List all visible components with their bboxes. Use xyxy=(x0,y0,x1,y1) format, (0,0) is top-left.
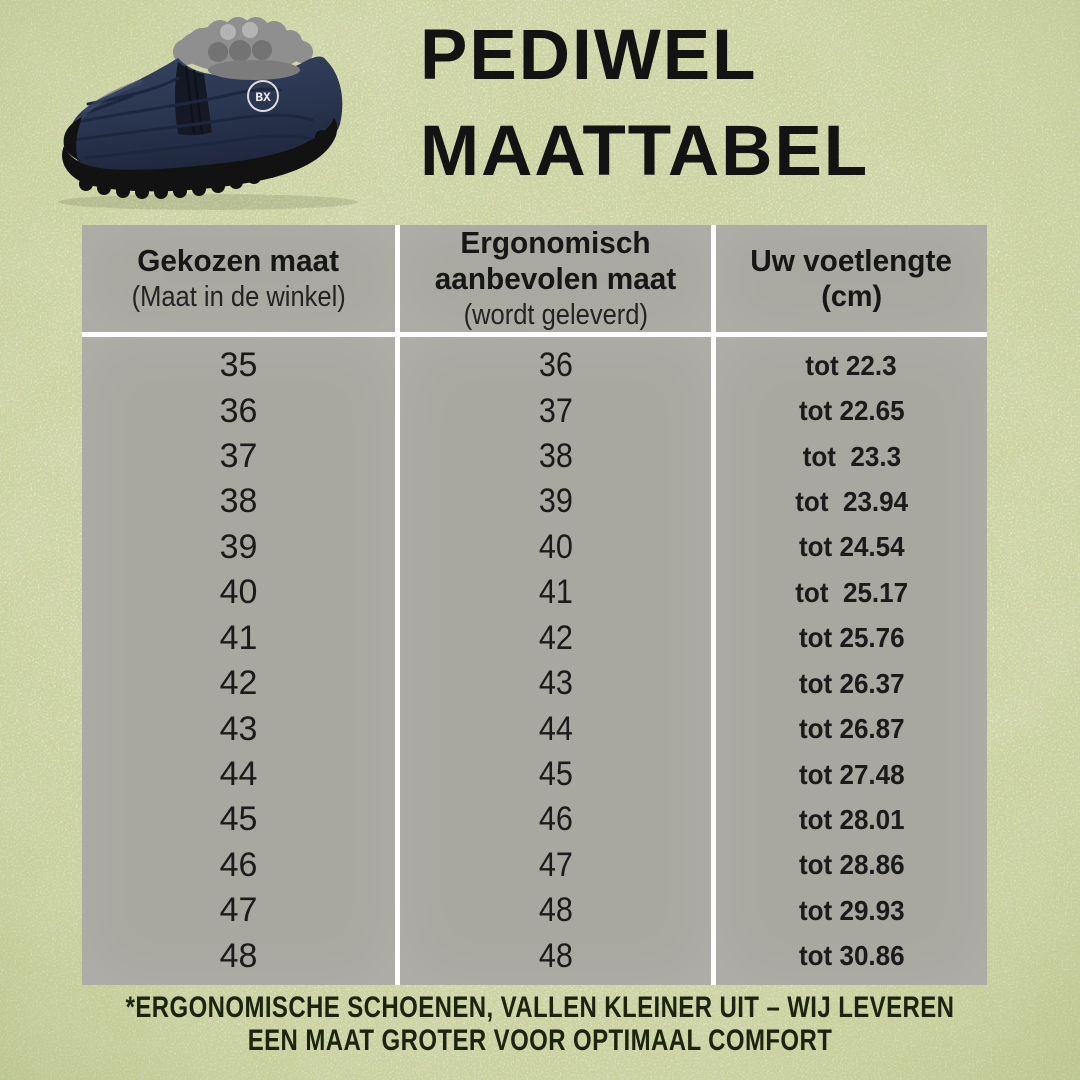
foot-length-value: tot 28.01 xyxy=(798,803,905,835)
recommended-size-value: 43 xyxy=(538,664,573,703)
recommended-size-value: 46 xyxy=(538,800,573,839)
table-cell xyxy=(82,434,395,479)
header-subtitle: (wordt geleverd) xyxy=(463,298,648,331)
chosen-size-value: 43 xyxy=(219,709,258,748)
recommended-size-value: 41 xyxy=(538,573,573,612)
foot-length-value: tot 22.65 xyxy=(798,395,905,427)
foot-length-value: tot 25.17 xyxy=(795,576,908,608)
table-cell xyxy=(400,525,711,570)
bx-logo-text: BX xyxy=(255,90,271,105)
chosen-size-value: 39 xyxy=(219,527,258,566)
header-subtitle: (cm) xyxy=(821,279,882,313)
recommended-size-value: 39 xyxy=(538,482,573,521)
chosen-size-value: 37 xyxy=(219,437,258,476)
table-cell xyxy=(400,479,711,524)
table-cell xyxy=(82,616,395,661)
table-cell xyxy=(400,752,711,797)
column-chosen-sizes xyxy=(82,337,395,985)
recommended-size-value: 37 xyxy=(538,391,573,430)
chosen-size-value: 40 xyxy=(219,573,258,612)
header-title: Uw voetlengte xyxy=(750,242,953,278)
foot-length-value: tot 26.87 xyxy=(798,713,905,745)
table-cell xyxy=(716,888,987,933)
header-subtitle: (Maat in de winkel) xyxy=(131,280,346,313)
table-cell xyxy=(400,661,711,706)
table-cell xyxy=(716,434,987,479)
table-cell xyxy=(400,616,711,661)
table-cell xyxy=(400,797,711,842)
table-cell xyxy=(82,661,395,706)
foot-length-value: tot 22.3 xyxy=(805,349,898,381)
column-foot-lengths xyxy=(716,337,987,985)
table-cell xyxy=(400,434,711,479)
foot-length-value: tot 23.3 xyxy=(802,440,901,472)
size-table xyxy=(82,225,987,985)
recommended-size-value: 40 xyxy=(538,527,573,566)
table-cell xyxy=(716,479,987,524)
recommended-size-value: 48 xyxy=(538,936,573,975)
footnote-line-1: *ERGONOMISCHE SCHOENEN, VALLEN KLEINER UIT – WIJ LEVEREN xyxy=(125,991,955,1024)
chosen-size-value: 38 xyxy=(219,482,258,521)
table-cell xyxy=(716,388,987,433)
foot-length-value: tot 26.37 xyxy=(798,667,905,699)
recommended-size-value: 38 xyxy=(538,437,573,476)
table-cell xyxy=(82,752,395,797)
recommended-size-value: 47 xyxy=(538,845,573,884)
header-title: Gekozen maat xyxy=(137,242,340,278)
chosen-size-value: 35 xyxy=(219,346,258,385)
table-cell xyxy=(400,343,711,388)
header-chosen-size xyxy=(82,225,395,332)
table-cell xyxy=(82,933,395,978)
table-cell xyxy=(716,843,987,888)
shoe-shadow xyxy=(58,194,358,210)
fur-lining xyxy=(208,60,300,80)
recommended-size-value: 48 xyxy=(538,891,573,930)
foot-length-value: tot 29.93 xyxy=(798,894,905,926)
page-title xyxy=(420,8,869,200)
chosen-size-value: 42 xyxy=(219,664,258,703)
chosen-size-value: 45 xyxy=(219,800,258,839)
table-cell xyxy=(82,797,395,842)
table-cell xyxy=(400,933,711,978)
table-cell xyxy=(82,843,395,888)
title-line-1: PEDIWEL xyxy=(420,16,758,95)
table-cell xyxy=(716,343,987,388)
recommended-size-value: 44 xyxy=(538,709,573,748)
foot-length-value: tot 27.48 xyxy=(798,758,905,790)
table-cell xyxy=(716,933,987,978)
chosen-size-value: 44 xyxy=(219,755,258,793)
table-cell xyxy=(716,706,987,751)
table-cell xyxy=(716,570,987,615)
table-cell xyxy=(716,616,987,661)
recommended-size-value: 42 xyxy=(538,618,573,657)
recommended-size-value: 36 xyxy=(538,346,573,385)
recommended-size-value: 45 xyxy=(538,755,573,793)
foot-length-value: tot 24.54 xyxy=(798,531,905,563)
chosen-size-value: 41 xyxy=(219,618,258,657)
table-cell xyxy=(82,570,395,615)
foot-length-value: tot 25.76 xyxy=(798,622,905,654)
table-cell xyxy=(716,661,987,706)
table-cell xyxy=(82,388,395,433)
title-line-2: MAATTABEL xyxy=(420,112,870,191)
table-cell xyxy=(400,570,711,615)
chosen-size-value: 48 xyxy=(219,936,258,975)
table-cell xyxy=(400,388,711,433)
table-cell xyxy=(82,888,395,933)
header-title: Ergonomisch aanbevolen maat xyxy=(434,224,677,296)
table-cell xyxy=(82,479,395,524)
column-recommended-sizes xyxy=(400,337,711,985)
table-cell xyxy=(716,752,987,797)
foot-length-value: tot 28.86 xyxy=(798,849,905,881)
foot-length-value: tot 23.94 xyxy=(795,485,908,517)
header-recommended-size xyxy=(400,225,711,332)
table-cell xyxy=(716,525,987,570)
table-cell xyxy=(400,888,711,933)
table-cell xyxy=(716,797,987,842)
table-cell xyxy=(400,843,711,888)
chosen-size-value: 36 xyxy=(219,391,258,430)
header-foot-length xyxy=(716,225,987,332)
table-cell xyxy=(400,706,711,751)
table-cell xyxy=(82,706,395,751)
footnote-line-2: EEN MAAT GROTER VOOR OPTIMAAL COMFORT xyxy=(247,1024,833,1057)
table-cell xyxy=(82,343,395,388)
product-shoe-image xyxy=(28,4,393,216)
chosen-size-value: 47 xyxy=(219,891,258,930)
footnote xyxy=(0,991,1080,1057)
table-cell xyxy=(82,525,395,570)
chosen-size-value: 46 xyxy=(219,845,258,884)
foot-length-value: tot 30.86 xyxy=(798,940,905,972)
